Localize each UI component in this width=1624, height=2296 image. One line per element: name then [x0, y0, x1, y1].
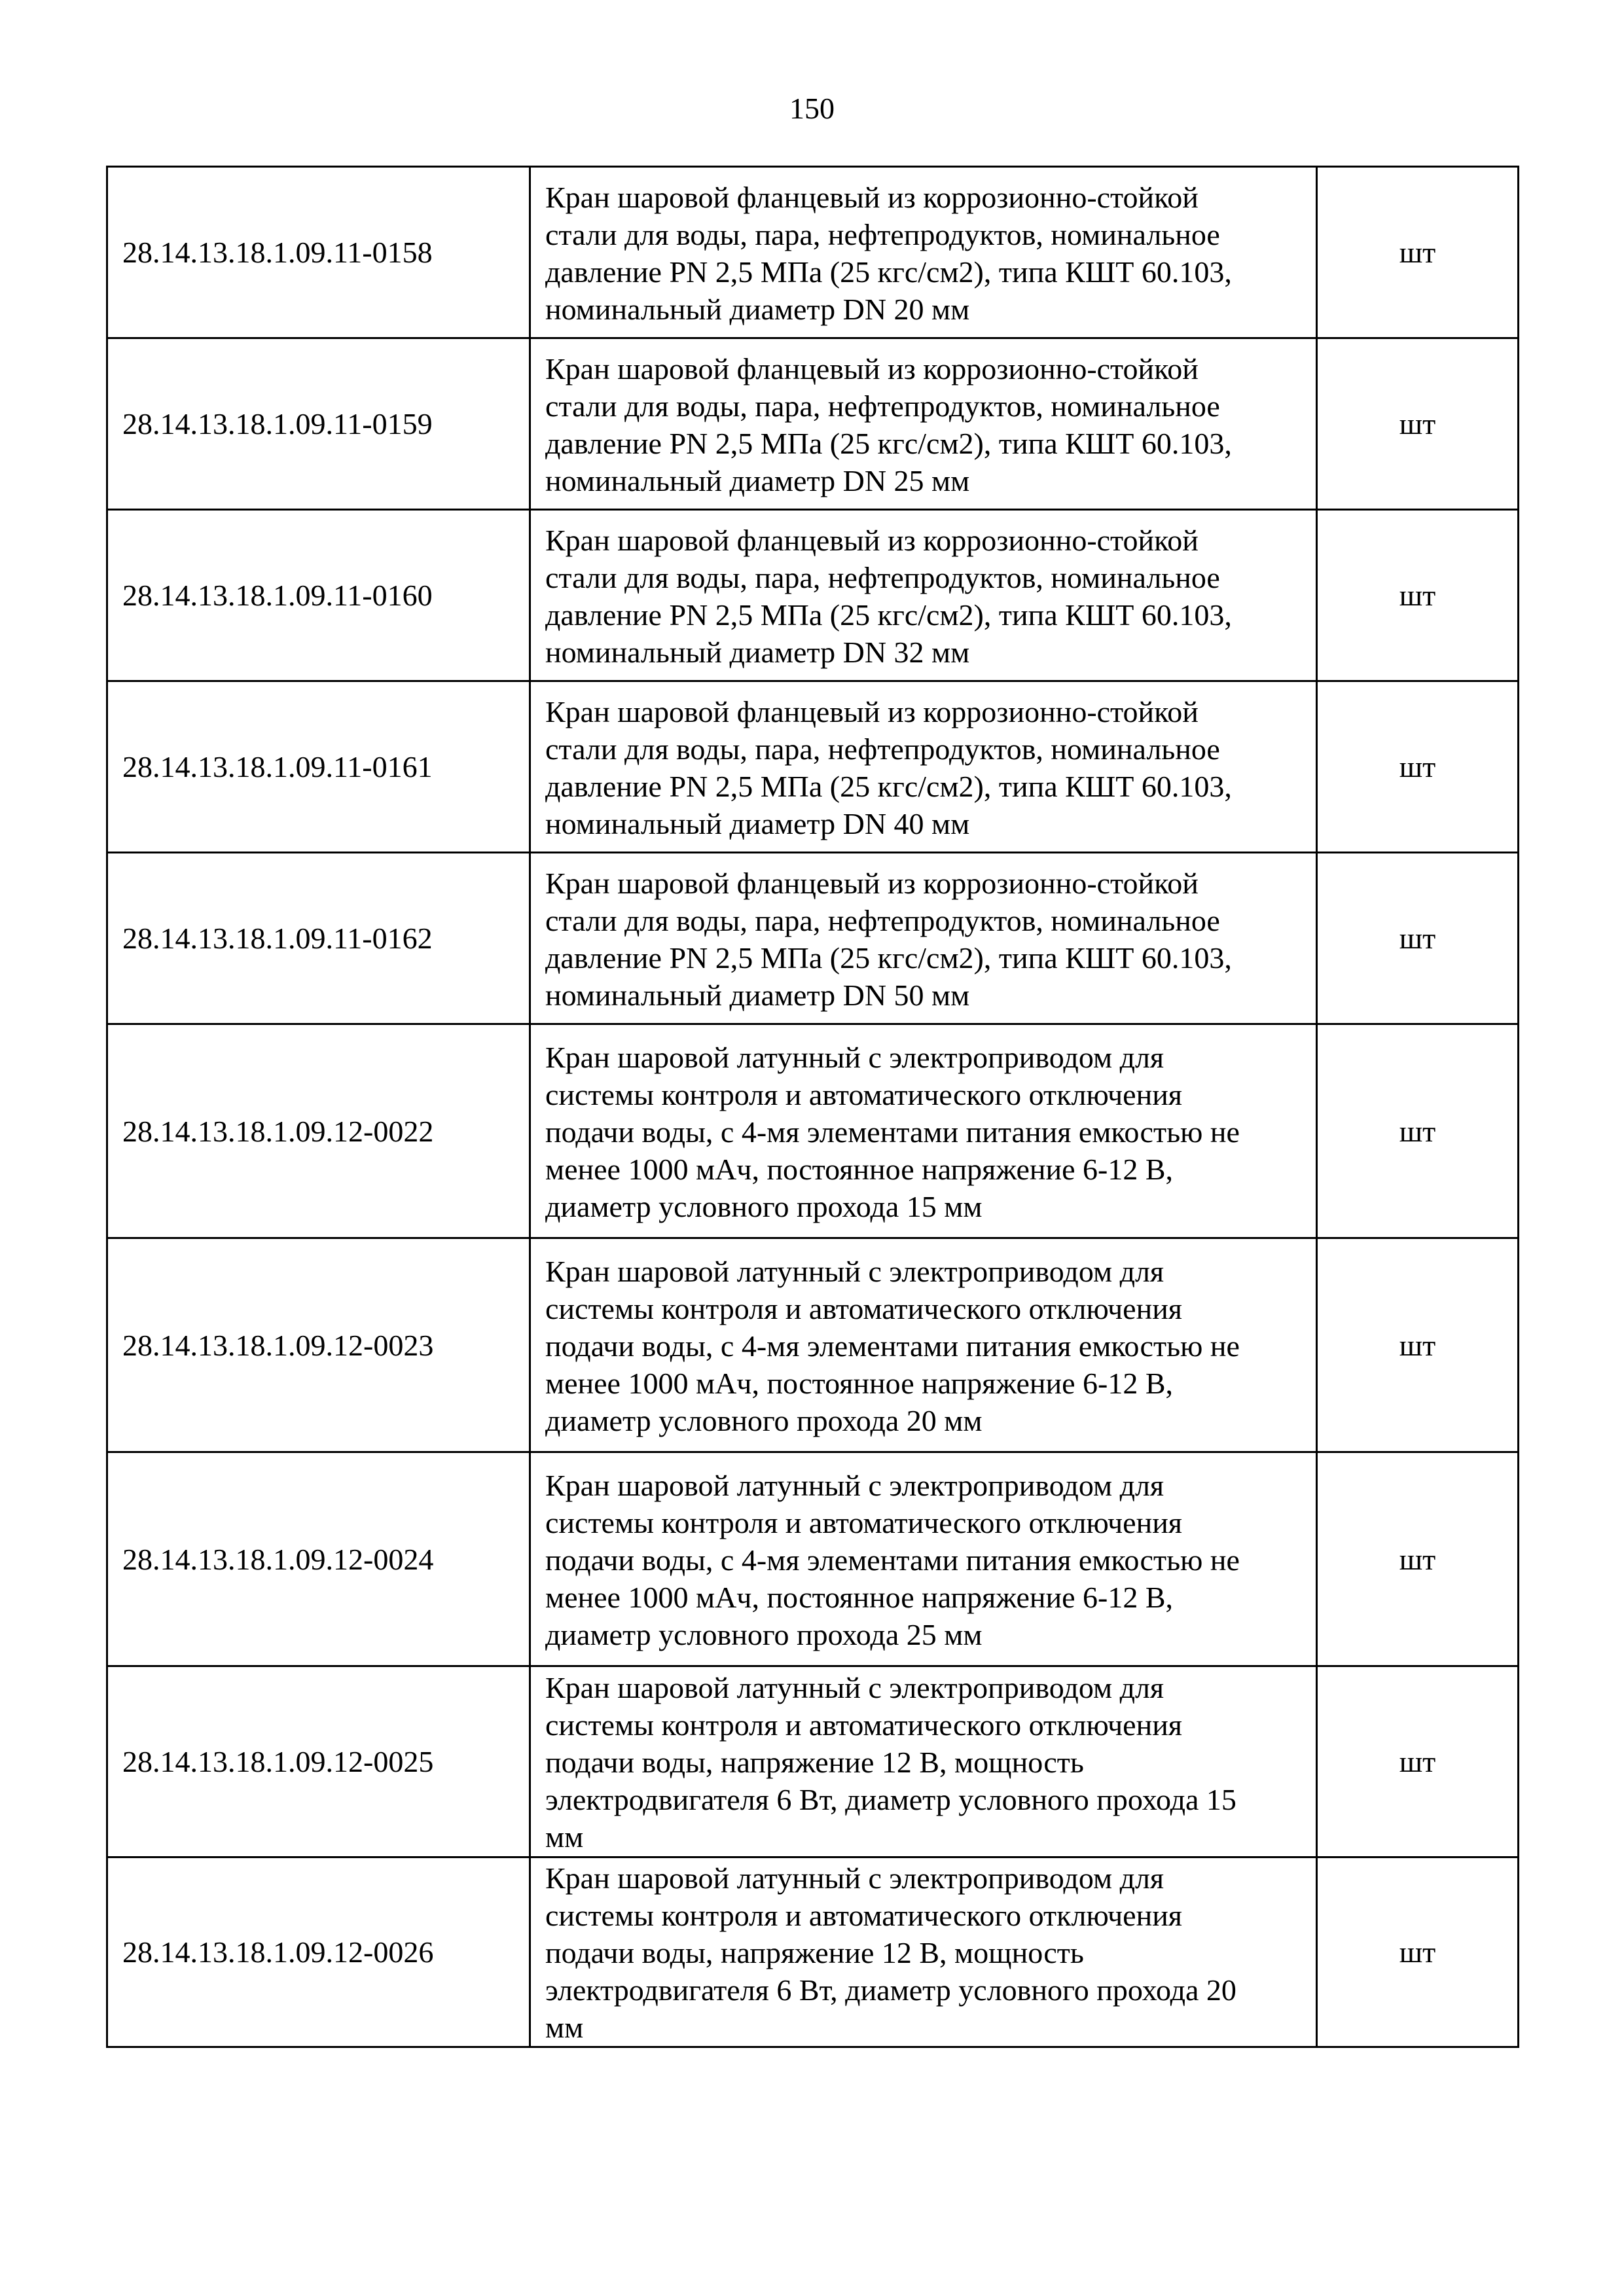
description-line: давление PN 2,5 МПа (25 кгс/см2), типа КШТ 60.103, [545, 598, 1232, 632]
description-line: электродвигателя 6 Вт, диаметр условного прохода 20 [545, 1973, 1236, 2007]
page-number: 150 [789, 92, 835, 125]
table-row [107, 1857, 1519, 2047]
description-line: Кран шаровой латунный с электроприводом для [545, 1254, 1164, 1288]
description-line: подачи воды, с 4-мя элементами питания емкостью не [545, 1543, 1240, 1577]
description-line: Кран шаровой фланцевый из коррозионно-стойкой [545, 180, 1199, 214]
resource-code-cell: 28.14.13.18.1.09.11-0161 [107, 681, 530, 853]
resource-description-cell [530, 1024, 1317, 1238]
unit-cell: шт [1317, 1238, 1519, 1452]
description-line: стали для воды, пара, нефтепродуктов, номинальное [545, 217, 1220, 251]
resource-description-cell [530, 1238, 1317, 1452]
resource-code-cell: 28.14.13.18.1.09.11-0159 [107, 338, 530, 510]
unit-cell: шт [1317, 1857, 1519, 2047]
resource-description-cell [530, 853, 1317, 1024]
resource-code-cell: 28.14.13.18.1.09.12-0026 [107, 1857, 530, 2047]
description-line: подачи воды, напряжение 12 В, мощность [545, 1936, 1084, 1969]
description-line: Кран шаровой фланцевый из коррозионно-стойкой [545, 351, 1199, 386]
description-line: электродвигателя 6 Вт, диаметр условного прохода 15 [545, 1783, 1236, 1816]
table-row [107, 167, 1519, 338]
description-line: стали для воды, пара, нефтепродуктов, номинальное [545, 903, 1220, 937]
description-line: номинальный диаметр DN 50 мм [545, 978, 970, 1012]
table-row [107, 338, 1519, 510]
description-line: системы контроля и автоматического отключения [545, 1077, 1182, 1111]
description-line: менее 1000 мАч, постоянное напряжение 6-12 В, [545, 1580, 1174, 1614]
description-line: диаметр условного прохода 20 мм [545, 1403, 983, 1437]
description-line: менее 1000 мАч, постоянное напряжение 6-12 В, [545, 1366, 1174, 1400]
unit-cell: шт [1317, 510, 1519, 681]
description-line: давление PN 2,5 МПа (25 кгс/см2), типа КШТ 60.103, [545, 255, 1232, 289]
description-line: мм [545, 1820, 584, 1854]
resource-code-cell: 28.14.13.18.1.09.12-0024 [107, 1452, 530, 1666]
resource-code-cell: 28.14.13.18.1.09.12-0023 [107, 1238, 530, 1452]
resource-code-cell: 28.14.13.18.1.09.12-0022 [107, 1024, 530, 1238]
unit-cell: шт [1317, 338, 1519, 510]
unit-cell: шт [1317, 1666, 1519, 1857]
unit-cell: шт [1317, 1024, 1519, 1238]
unit-cell: шт [1317, 681, 1519, 853]
resource-code-cell: 28.14.13.18.1.09.11-0158 [107, 167, 530, 338]
resource-code-cell: 28.14.13.18.1.09.11-0162 [107, 853, 530, 1024]
resource-description-cell [530, 1452, 1317, 1666]
resource-description-cell [530, 338, 1317, 510]
description-line: номинальный диаметр DN 25 мм [545, 463, 970, 497]
description-line: системы контроля и автоматического отключения [545, 1708, 1182, 1742]
resource-description-cell [530, 510, 1317, 681]
description-line: менее 1000 мАч, постоянное напряжение 6-12 В, [545, 1152, 1174, 1186]
description-line: номинальный диаметр DN 32 мм [545, 635, 970, 669]
resource-code-cell: 28.14.13.18.1.09.11-0160 [107, 510, 530, 681]
table-row [107, 510, 1519, 681]
description-line: стали для воды, пара, нефтепродуктов, номинальное [545, 732, 1220, 766]
description-line: номинальный диаметр DN 20 мм [545, 292, 970, 326]
table-row [107, 1238, 1519, 1452]
description-line: давление PN 2,5 МПа (25 кгс/см2), типа КШТ 60.103, [545, 769, 1232, 803]
description-line: диаметр условного прохода 15 мм [545, 1189, 983, 1223]
table-row [107, 1024, 1519, 1238]
description-line: Кран шаровой латунный с электроприводом для [545, 1468, 1164, 1502]
description-line: давление PN 2,5 МПа (25 кгс/см2), типа КШТ 60.103, [545, 426, 1232, 460]
description-line: Кран шаровой латунный с электроприводом для [545, 1861, 1164, 1895]
description-line: подачи воды, с 4-мя элементами питания емкостью не [545, 1115, 1240, 1149]
table-row [107, 1452, 1519, 1666]
description-line: давление PN 2,5 МПа (25 кгс/см2), типа КШТ 60.103, [545, 941, 1232, 975]
unit-cell: шт [1317, 1452, 1519, 1666]
resource-description-cell [530, 681, 1317, 853]
resource-table [106, 166, 1519, 2048]
description-line: системы контроля и автоматического отключения [545, 1505, 1182, 1539]
description-line: системы контроля и автоматического отключения [545, 1291, 1182, 1325]
unit-cell: шт [1317, 853, 1519, 1024]
description-line: номинальный диаметр DN 40 мм [545, 806, 970, 840]
description-line: системы контроля и автоматического отключения [545, 1899, 1182, 1932]
resource-code-cell: 28.14.13.18.1.09.12-0025 [107, 1666, 530, 1857]
description-line: диаметр условного прохода 25 мм [545, 1617, 983, 1651]
description-line: стали для воды, пара, нефтепродуктов, номинальное [545, 560, 1220, 594]
description-line: подачи воды, напряжение 12 В, мощность [545, 1746, 1084, 1779]
description-line: подачи воды, с 4-мя элементами питания емкостью не [545, 1329, 1240, 1363]
description-line: мм [545, 2011, 584, 2044]
description-line: Кран шаровой фланцевый из коррозионно-стойкой [545, 866, 1199, 900]
table-row [107, 853, 1519, 1024]
description-line: Кран шаровой фланцевый из коррозионно-стойкой [545, 694, 1199, 728]
table-row [107, 681, 1519, 853]
table-row [107, 1666, 1519, 1857]
unit-cell: шт [1317, 167, 1519, 338]
resource-description-cell [530, 167, 1317, 338]
resource-description-cell [530, 1857, 1317, 2047]
description-line: стали для воды, пара, нефтепродуктов, номинальное [545, 389, 1220, 423]
description-line: Кран шаровой латунный с электроприводом для [545, 1040, 1164, 1074]
description-line: Кран шаровой фланцевый из коррозионно-стойкой [545, 523, 1199, 557]
description-line: Кран шаровой латунный с электроприводом для [545, 1671, 1164, 1704]
resource-description-cell [530, 1666, 1317, 1857]
